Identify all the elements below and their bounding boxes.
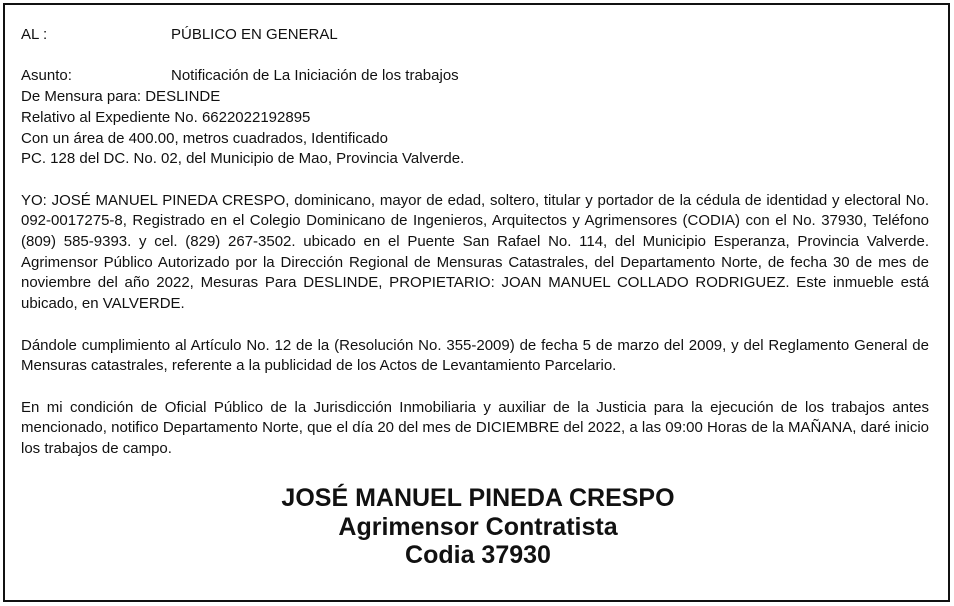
spacer [21,315,929,336]
spacer [21,46,929,67]
file-number-line: Relativo al Expediente No. 6622022192895 [21,108,311,126]
survey-type-line: De Mensura para: DESLINDE [21,88,221,106]
recipient-label: AL : [21,26,48,43]
area-line: Con un área de 400.00, metros cuadrados, Identificado [21,129,388,147]
signature-block [5,484,951,570]
signature-name: JOSÉ MANUEL PINEDA CRESPO [281,484,675,512]
legal-basis-paragraph: Dándole cumplimiento al Artículo No. 12 de la (Resolución No. 355-2009) de fecha 5 de marzo del 2009, y del Reglamento General de Mensuras catastrales, referente a la publicidad de los Actos de Levantamiento Parcelario. [21,336,929,375]
notice-frame [3,3,950,602]
notice-content [21,25,929,460]
subject-label: Asunto: [21,67,72,85]
declaration-paragraph: YO: JOSÉ MANUEL PINEDA CRESPO, dominicano, mayor de edad, soltero, titular y portador de la cédula de identidad y electoral No. 092-0017275-8, Registrado en el Colegio Dominicano de Ingenieros, Arquitectos y Agrimensores (CODIA) con el No. 37930, Teléfono (809) 585-9393. y cel. (829) 267-3502. ubicado en el Puente San Rafael No. 114, del Municipio Esperanza, Provincia Valverde. Agrimensor Público Autorizado por la Dirección Regional de Mensuras Catastrales, del Departamento Norte, de fecha 30 de mes de noviembre del año 2022, Mesuras Para DESLINDE, PROPIETARIO: JOAN MANUEL COLLADO RODRIGUEZ. Este inmueble está ubicado, en VALVERDE. [21,191,929,313]
parcel-line: PC. 128 del DC. No. 02, del Municipio de Mao, Provincia Valverde. [21,150,465,168]
recipient-value: PÚBLICO EN GENERAL [171,26,338,43]
work-start-paragraph: En mi condición de Oficial Público de la Jurisdicción Inmobiliaria y auxiliar de la Justicia para la ejecución de los trabajos antes mencionado, notifico Departamento Norte, que el día 20 del mes de DICIEMBRE del 2022, a las 09:00 Horas de la MAÑANA, daré inicio los trabajos de campo. [21,398,929,457]
subject-row [21,66,929,87]
spacer [21,170,929,191]
recipient-row [21,25,929,46]
spacer [21,377,929,398]
signature-codia: Codia 37930 [405,541,551,569]
subject-value: Notificación de La Iniciación de los trabajos [171,67,459,85]
signature-title: Agrimensor Contratista [338,512,618,541]
